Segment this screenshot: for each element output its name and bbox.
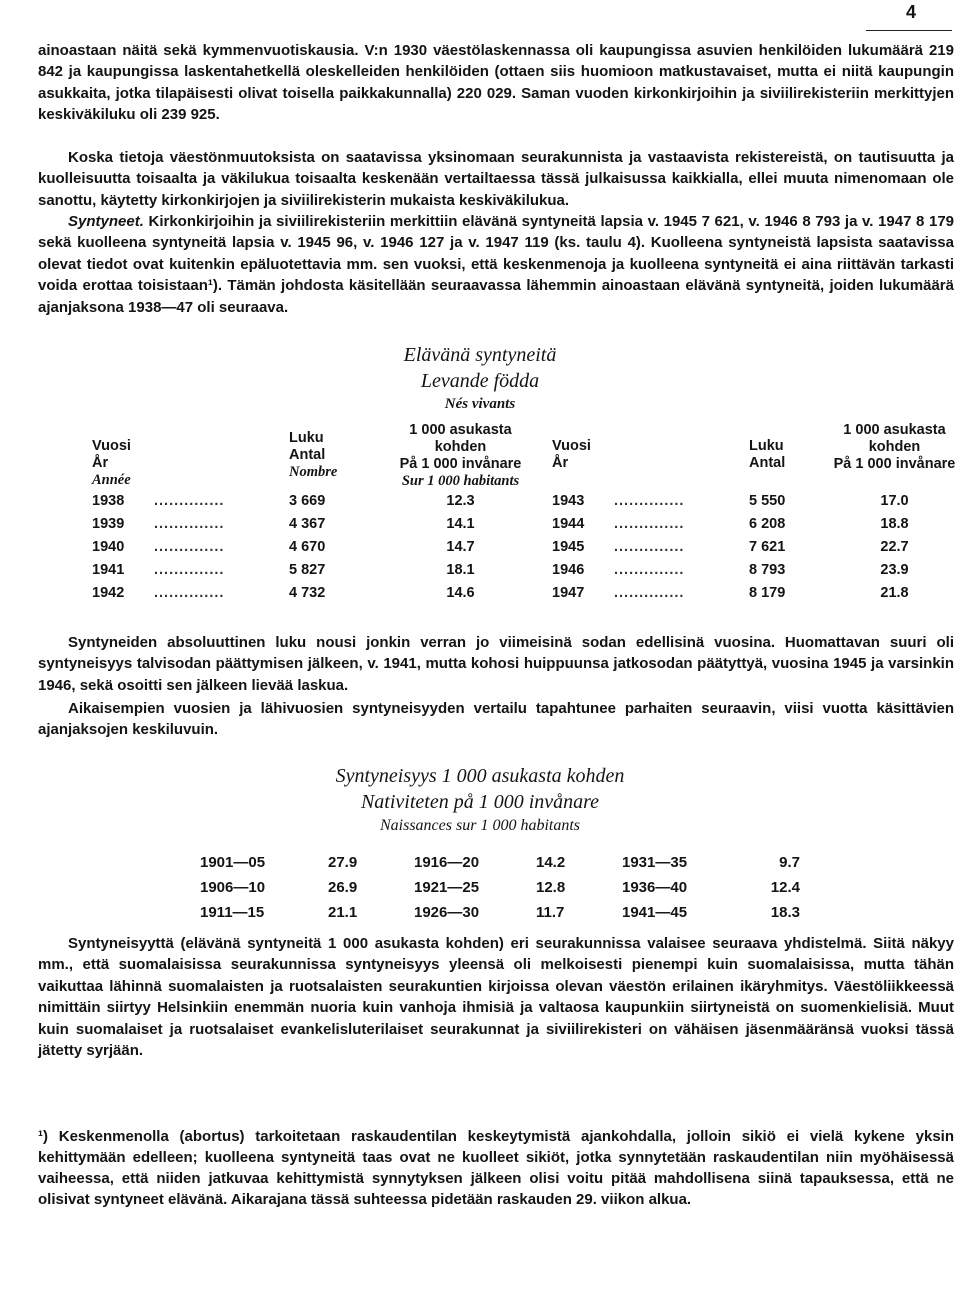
table2-caption-fi: Syntyneisyys 1 000 asukasta kohden bbox=[335, 765, 625, 787]
live-births-table bbox=[92, 422, 960, 605]
section-lead-syntyneet: Syntyneet. bbox=[68, 213, 144, 230]
header-rule bbox=[866, 30, 952, 31]
table1-caption-fr: Nés vivants bbox=[444, 396, 516, 412]
table-row: 1911—15 21.1 1926—30 11.7 1941—45 18.3 bbox=[200, 904, 800, 921]
footnote bbox=[38, 1126, 954, 1210]
table-row: 1906—10 26.9 1921—25 12.8 1936—40 12.4 bbox=[200, 879, 800, 896]
birth-rate-periods-table bbox=[200, 850, 800, 925]
paragraph-comparison bbox=[38, 698, 954, 741]
paragraph-births bbox=[38, 211, 954, 318]
paragraph-births-trend-text: Syntyneiden absoluuttinen luku nousi jonkin verran jo viimeisinä sodan edellisinä vuosina. Huomattavan suuri oli syntyneisyys talvisodan päättymisen jälkeen, v. 1941, mutta kohosi huippuunsa jatkosodan päätyttyä, vuosina 1945 ja varsinkin 1946, sekä osoitti sen jälkeen lievää laskua. bbox=[38, 634, 954, 694]
table-row: 1941 .............. 5 827 18.1 1946 .............. 8 793 23.9 bbox=[92, 562, 909, 578]
paragraph-comparison-text: Aikaisempien vuosien ja lähivuosien syntyneisyyden vertailu tapahtunee parhaiten seuraavin, viisi vuotta käsittävien ajanjaksojen keskiluvuin. bbox=[38, 700, 954, 739]
table-row: 1901—05 27.9 1916—20 14.2 1931—35 9.7 bbox=[200, 854, 800, 871]
paragraph-census: ainoastaan näitä sekä kymmenvuotiskausia. V:n 1930 väestölaskennassa oli kaupungissa asuvien henkilöiden lukumäärä 219 842 ja kaupungissa laskentahetkellä oleskelleiden henkilöiden (ottaen siis huomioon matkustavaiset, mutta ei niitä kaupungin asukkaita, jotka tilapäisesti olivat toisella paikkakunnalla) 220 029. Saman vuoden kirkonkirjoihin ja siviilirekisteriin merkittyjen keskiväkiluku oli 239 925. bbox=[38, 42, 954, 124]
paragraph-population-basis bbox=[38, 147, 954, 211]
table2-caption-fr: Naissances sur 1 000 habitants bbox=[379, 817, 580, 834]
header-year-2: Vuosi År bbox=[552, 438, 591, 471]
header-rate-2: 1 000 asukasta kohden På 1 000 invånare bbox=[833, 422, 956, 472]
table-row: 1942 .............. 4 732 14.6 1947 .............. 8 179 21.8 bbox=[92, 585, 909, 601]
header-count-2: Luku Antal bbox=[749, 438, 786, 471]
header-rate: 1 000 asukasta kohden På 1 000 invånare Sur 1 000 habitants bbox=[399, 422, 522, 489]
paragraph-parishes-text: Syntyneisyyttä (elävänä syntyneitä 1 000 asukasta kohden) eri seurakunnissa valaisee seuraava yhdistelmä. Siitä näkyy mm., että suomalaisissa seurakunnissa syntyneisyys yleensä oli melkoisesti pienempi kuin suomalaisissa, mutta tähän vaikuttaa lähinnä suomalaisten ja ruotsalaisten seurakuntien kirjoissa olevan väestön erilainen ikäryhmitys. Väestöliikkeessä nimittäin siirtyy Helsinkiin enemmän nuoria kuin vanhoja ihmisiä ja valtaosa kaupunkiin siirtyneistä on suomenkielisiä. Muut kuin suomalaiset ja ruotsalaiset evankelisluterilaiset seurakunnat ja siviilirekisteri on vähäisen jäsenmääränsä vuoksi tässä jätetty syrjään. bbox=[38, 935, 954, 1060]
paragraph-parishes bbox=[38, 933, 954, 1061]
footnote-text: ¹) Keskenmenolla (abortus) tarkoitetaan raskaudentilan keskeytymistä ajankohdalla, jolloin sikiö ei vielä kykene yksin kehittymään edelleen; kuolleena syntyneitä taas ovat ne kuolleet sikiöt, jotka synnytetään raskaudentilan niin myöhäisessä vaiheessa, että niiden jatkuvaa kehittymistä synnytyksen jälkeen olisi voitu pitää mahdollisena siinä tapauksessa, että ne olisivat syntyneet elävänä. Aikarajana tässä suhteessa pidetään raskauden 29. viikon alkua. bbox=[38, 1128, 954, 1208]
paragraph-births-text: Kirkonkirjoihin ja siviilirekisteriin merkittiin elävänä syntyneitä lapsia v. 1945 7 621, v. 1946 8 793 ja v. 1947 8 179 sekä kuolleena syntyneitä lapsia v. 1945 96, v. 1946 127 ja v. 1947 119 (ks. taulu 4). Kuolleena syntyneistä lapsista saatavissa olevat tiedot ovat kuitenkin epäluotettavia mm. sen vuoksi, että keskenmenoja ja kuolleena syntyneitä ei aina riittävän tarkasti voida erottaa toisistaan¹). Tämän johdosta käsitellään seuraavassa lähemmin ainoastaan elävänä syntyneitä, joiden lukumäärä ajanjaksona 1938—47 oli seuraava. bbox=[38, 213, 955, 316]
table2-caption-sv: Nativiteten på 1 000 invånare bbox=[360, 791, 600, 813]
table1-caption-sv: Levande födda bbox=[420, 370, 540, 392]
paragraph-population-basis-text: Koska tietoja väestönmuutoksista on saatavissa yksinomaan seurakunnista ja vastaavista rekistereistä, on tautisuutta ja kuolleisuutta toisaalta ja väkilukua toisaalta keskenään vertailtaessa tässä julkaisussa kaikkialla, ellei muuta nimenomaan ole sanottu, käytetty kirkonkirjojen ja siviilirekisterin mukaista keskiväkilukua. bbox=[38, 149, 954, 209]
header-year: Vuosi År Année bbox=[92, 438, 131, 488]
table1-header-row bbox=[92, 422, 960, 490]
table-row: 1940 .............. 4 670 14.7 1945 .............. 7 621 22.7 bbox=[92, 539, 909, 555]
table-row: 1938 .............. 3 669 12.3 1943 .............. 5 550 17.0 bbox=[92, 493, 909, 509]
table1-caption-fi: Elävänä syntyneitä bbox=[403, 344, 557, 366]
header-count: Luku Antal Nombre bbox=[289, 430, 338, 480]
paragraph-births-trend bbox=[38, 632, 954, 696]
table-row: 1939 .............. 4 367 14.1 1944 .............. 6 208 18.8 bbox=[92, 516, 909, 532]
page-number: 4 bbox=[906, 2, 917, 22]
